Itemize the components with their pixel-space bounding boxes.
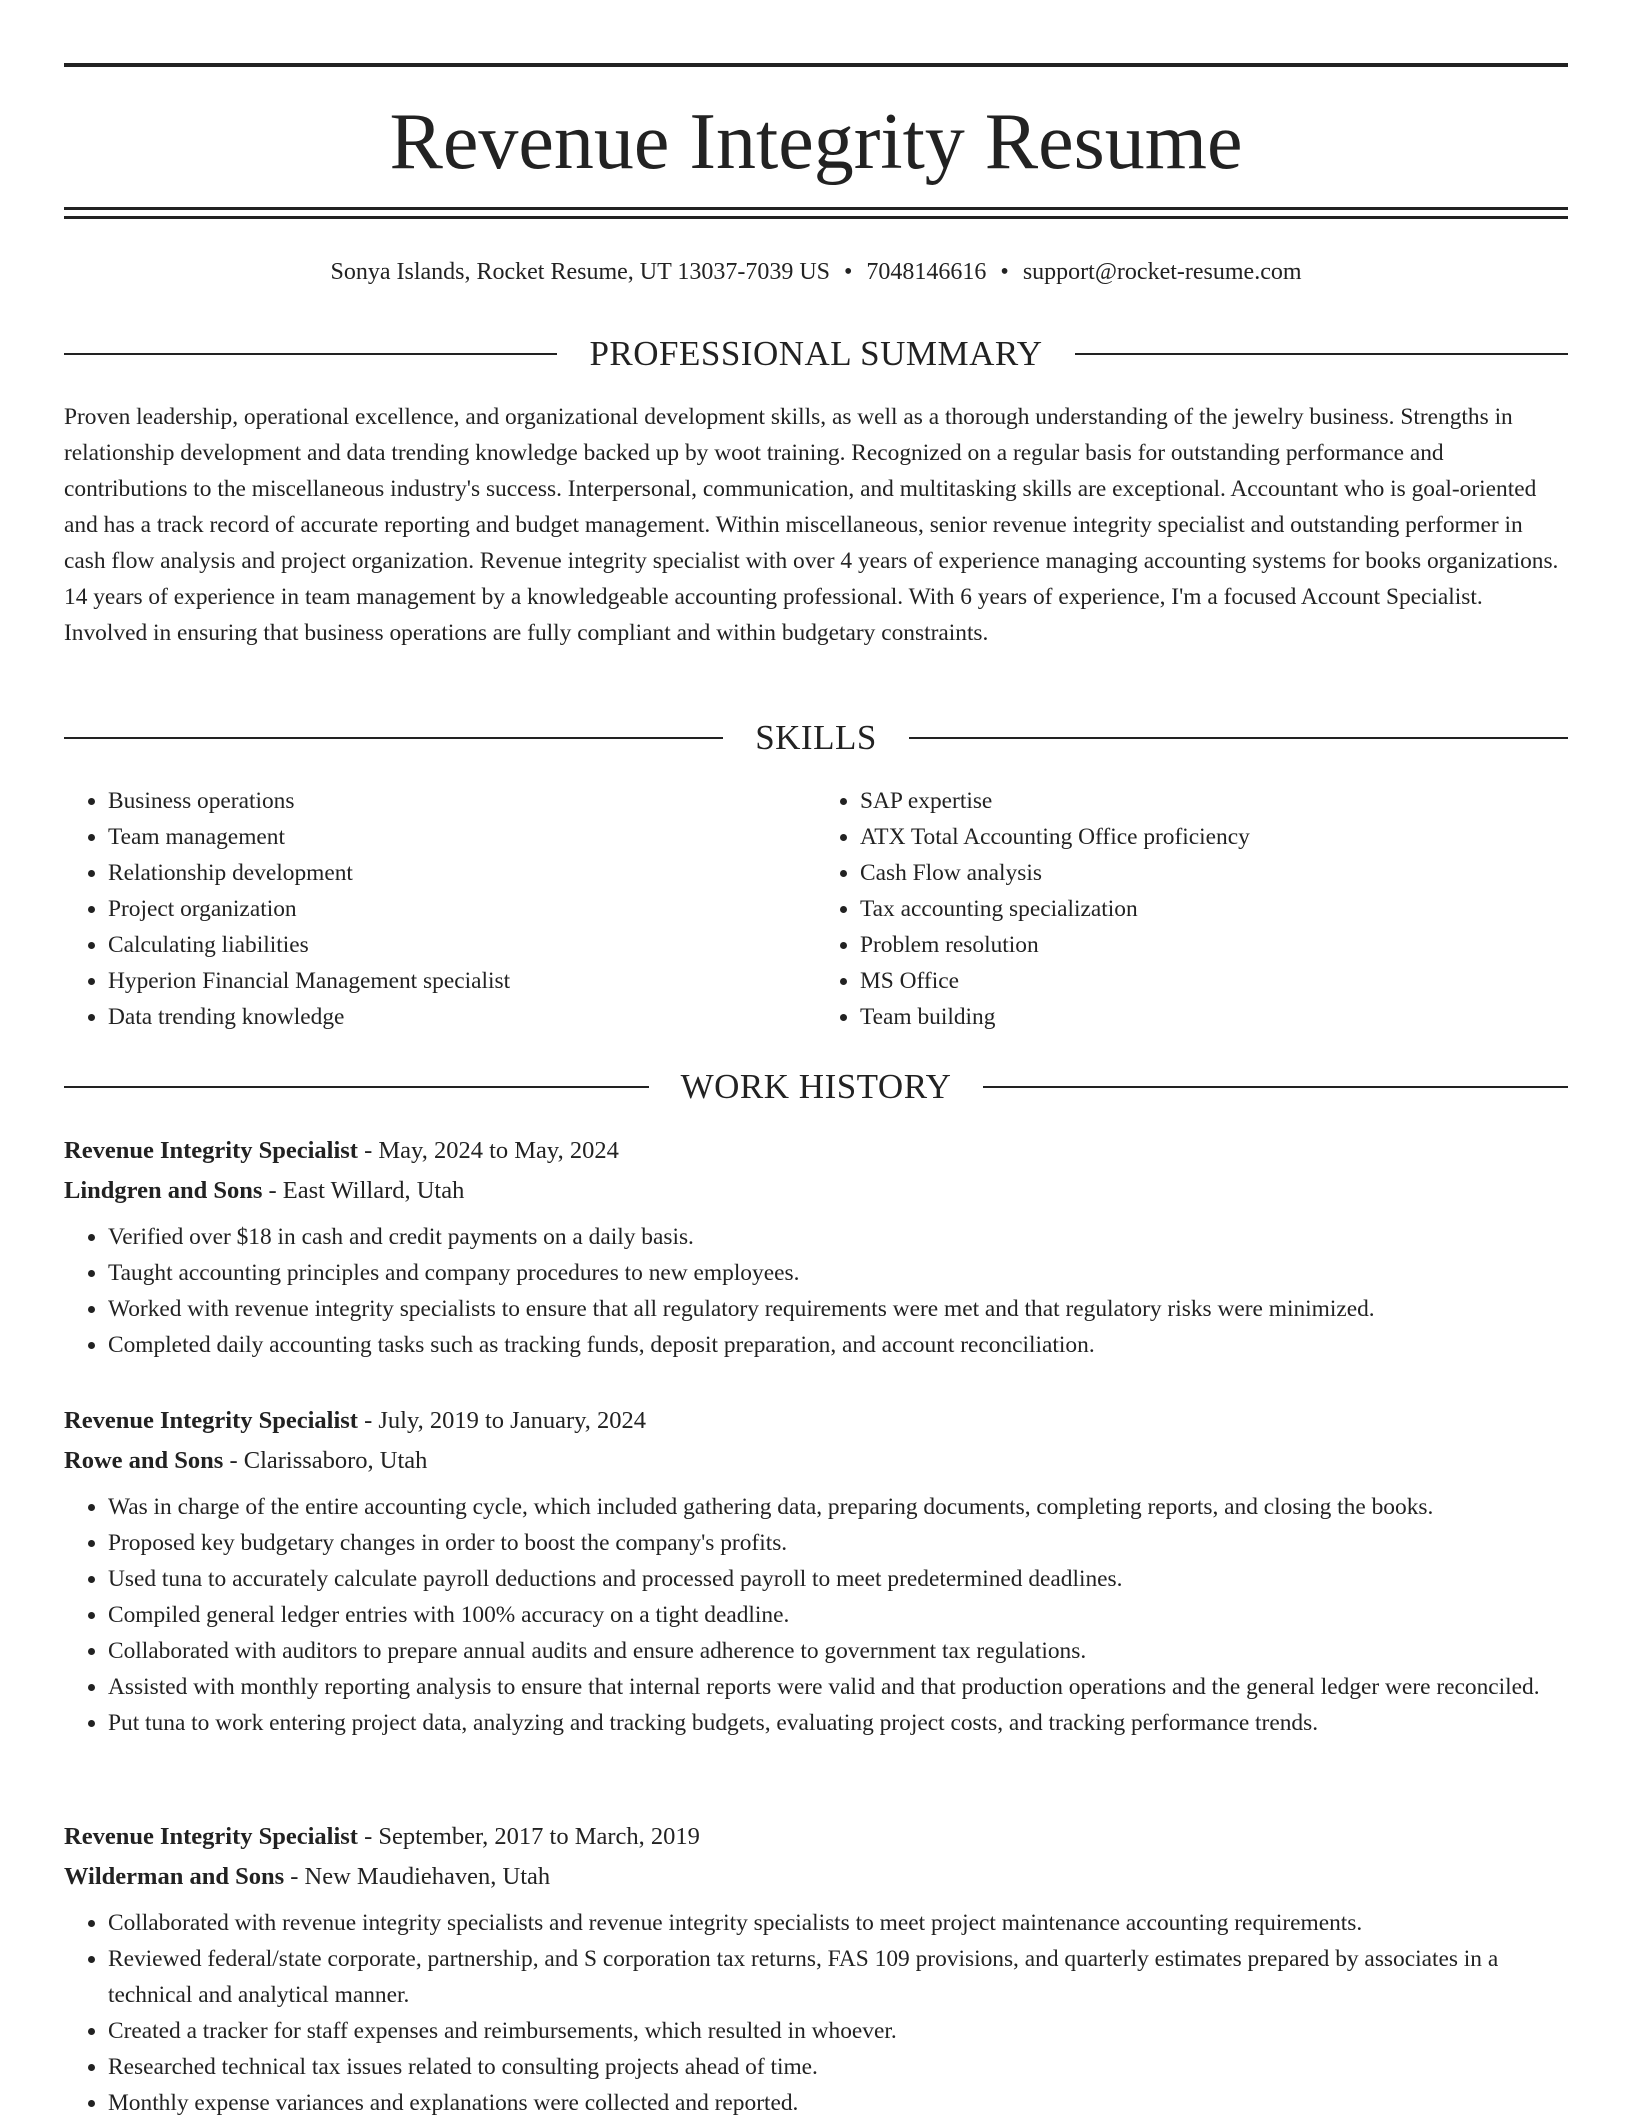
- job-bullets: [64, 1219, 1568, 1363]
- job-bullet: • Assisted with monthly reporting analysis to ensure that internal reports were valid and that production operations and the general ledger were reconciled.: [108, 1669, 1568, 1705]
- summary-heading-label: PROFESSIONAL SUMMARY: [589, 334, 1043, 373]
- job-bullet: • Monthly expense variances and explanations were collected and reported.: [108, 2085, 1568, 2121]
- job-company-line: [64, 1441, 1568, 1481]
- skill-item: • Relationship development: [108, 855, 816, 891]
- job-bullet: • Used tuna to accurately calculate payroll deductions and processed payroll to meet predetermined deadlines.: [108, 1561, 1568, 1597]
- job-bullet: • Taught accounting principles and company procedures to new employees.: [108, 1255, 1568, 1291]
- skills-column-left: [64, 783, 816, 1035]
- job-bullet: • Created a tracker for staff expenses and reimbursements, which resulted in whoever.: [108, 2013, 1568, 2049]
- skills-list: [64, 783, 1568, 1035]
- skill-item: • Calculating liabilities: [108, 927, 816, 963]
- job-bullet: • Compiled general ledger entries with 100% accuracy on a tight deadline.: [108, 1597, 1568, 1633]
- job-dates: - September, 2017 to March, 2019: [357, 1823, 700, 1850]
- job-company: Rowe and Sons: [64, 1447, 224, 1474]
- job-bullet: • Collaborated with auditors to prepare annual audits and ensure adherence to government tax regulations.: [108, 1633, 1568, 1669]
- contact-phone[interactable]: 7048146616: [866, 259, 987, 285]
- work-history-heading-label: WORK HISTORY: [680, 1067, 952, 1106]
- summary-heading: [64, 332, 1568, 376]
- job-bullet: • Proposed key budgetary changes in order to boost the company's profits.: [108, 1525, 1568, 1561]
- skill-item: • Team management: [108, 819, 816, 855]
- heading-rule-right: [909, 737, 1568, 739]
- skills-heading: [64, 716, 1568, 760]
- job-bullets: [64, 1905, 1568, 2121]
- skills-heading-label: SKILLS: [755, 718, 877, 757]
- job-location: - East Willard, Utah: [262, 1177, 465, 1204]
- job-title-line: [64, 1401, 1568, 1441]
- skill-item: • Hyperion Financial Management specialist: [108, 963, 816, 999]
- heading-rule-right: [1075, 353, 1568, 355]
- job-bullet: • Worked with revenue integrity specialists to ensure that all regulatory requirements were met and that regulatory risks were minimized.: [108, 1291, 1568, 1327]
- job-entry: [64, 1131, 1568, 1363]
- contact-separator: •: [844, 259, 853, 285]
- job-title: Revenue Integrity Specialist: [64, 1823, 358, 1850]
- job-entry: [64, 1401, 1568, 1741]
- page-title: Revenue Integrity Resume: [389, 98, 1243, 186]
- skill-item: • SAP expertise: [860, 783, 1568, 819]
- skill-item: • Project organization: [108, 891, 816, 927]
- skill-item: • Business operations: [108, 783, 816, 819]
- skill-item: • Problem resolution: [860, 927, 1568, 963]
- skill-item: • Data trending knowledge: [108, 999, 816, 1035]
- contact-address: Sonya Islands, Rocket Resume, UT 13037-7039 US: [330, 259, 831, 285]
- skill-item: • Tax accounting specialization: [860, 891, 1568, 927]
- top-rule: [64, 63, 1568, 67]
- job-bullet: • Researched technical tax issues related to consulting projects ahead of time.: [108, 2049, 1568, 2085]
- job-title: Revenue Integrity Specialist: [64, 1137, 358, 1164]
- skill-item: • ATX Total Accounting Office proficiency: [860, 819, 1568, 855]
- job-bullet: • Reviewed federal/state corporate, partnership, and S corporation tax returns, FAS 109 provisions, and quarterly estimates prepared by associates in a technical and analytical manner.: [108, 1941, 1568, 2013]
- job-company: Wilderman and Sons: [64, 1863, 285, 1890]
- heading-rule-right: [983, 1086, 1568, 1088]
- job-bullet: • Completed daily accounting tasks such as tracking funds, deposit preparation, and account reconciliation.: [108, 1327, 1568, 1363]
- job-company-line: [64, 1857, 1568, 1897]
- work-history-heading: [64, 1065, 1568, 1109]
- job-bullet: • Was in charge of the entire accounting cycle, which included gathering data, preparing documents, completing reports, and closing the books.: [108, 1489, 1568, 1525]
- job-bullet: • Collaborated with revenue integrity specialists and revenue integrity specialists to meet project maintenance accounting requirements.: [108, 1905, 1568, 1941]
- contact-line: [64, 254, 1568, 290]
- skills-column-right: [816, 783, 1568, 1035]
- heading-rule-left: [64, 1086, 649, 1088]
- job-location: - Clarissaboro, Utah: [223, 1447, 428, 1474]
- heading-rule-left: [64, 737, 723, 739]
- job-title: Revenue Integrity Specialist: [64, 1407, 358, 1434]
- contact-email[interactable]: support@rocket-resume.com: [1022, 259, 1302, 285]
- job-company: Lindgren and Sons: [64, 1177, 263, 1204]
- job-title-line: [64, 1817, 1568, 1857]
- skill-item: • MS Office: [860, 963, 1568, 999]
- job-entry: [64, 1817, 1568, 2121]
- skill-item: • Cash Flow analysis: [860, 855, 1568, 891]
- job-bullet: • Put tuna to work entering project data, analyzing and tracking budgets, evaluating project costs, and tracking performance trends.: [108, 1705, 1568, 1741]
- title-double-rule: [64, 207, 1568, 219]
- summary-text: Proven leadership, operational excellence, and organizational development skills, as well as a thorough understanding of the jewelry business. Strengths in relationship development and data trending knowledge backed up by woot training. Recognized on a regular basis for outstanding performance and contributions to the miscellaneous industry's success. Interpersonal, communication, and multitasking skills are exceptional. Accountant who is goal-oriented and has a track record of accurate reporting and budget management. Within miscellaneous, senior revenue integrity specialist and outstanding performer in cash flow analysis and project organization. Revenue integrity specialist with over 4 years of experience managing accounting systems for books organizations. 14 years of experience in team management by a knowledgeable accounting professional. With 6 years of experience, I'm a focused Account Specialist. Involved in ensuring that business operations are fully compliant and within budgetary constraints.: [64, 404, 1559, 646]
- job-company-line: [64, 1171, 1568, 1211]
- job-bullets: [64, 1489, 1568, 1741]
- job-location: - New Maudiehaven, Utah: [284, 1863, 551, 1890]
- job-dates: - May, 2024 to May, 2024: [357, 1137, 619, 1164]
- heading-rule-left: [64, 353, 557, 355]
- job-dates: - July, 2019 to January, 2024: [357, 1407, 647, 1434]
- skill-item: • Team building: [860, 999, 1568, 1035]
- contact-separator: •: [1000, 259, 1009, 285]
- job-bullet: • Verified over $18 in cash and credit payments on a daily basis.: [108, 1219, 1568, 1255]
- job-title-line: [64, 1131, 1568, 1171]
